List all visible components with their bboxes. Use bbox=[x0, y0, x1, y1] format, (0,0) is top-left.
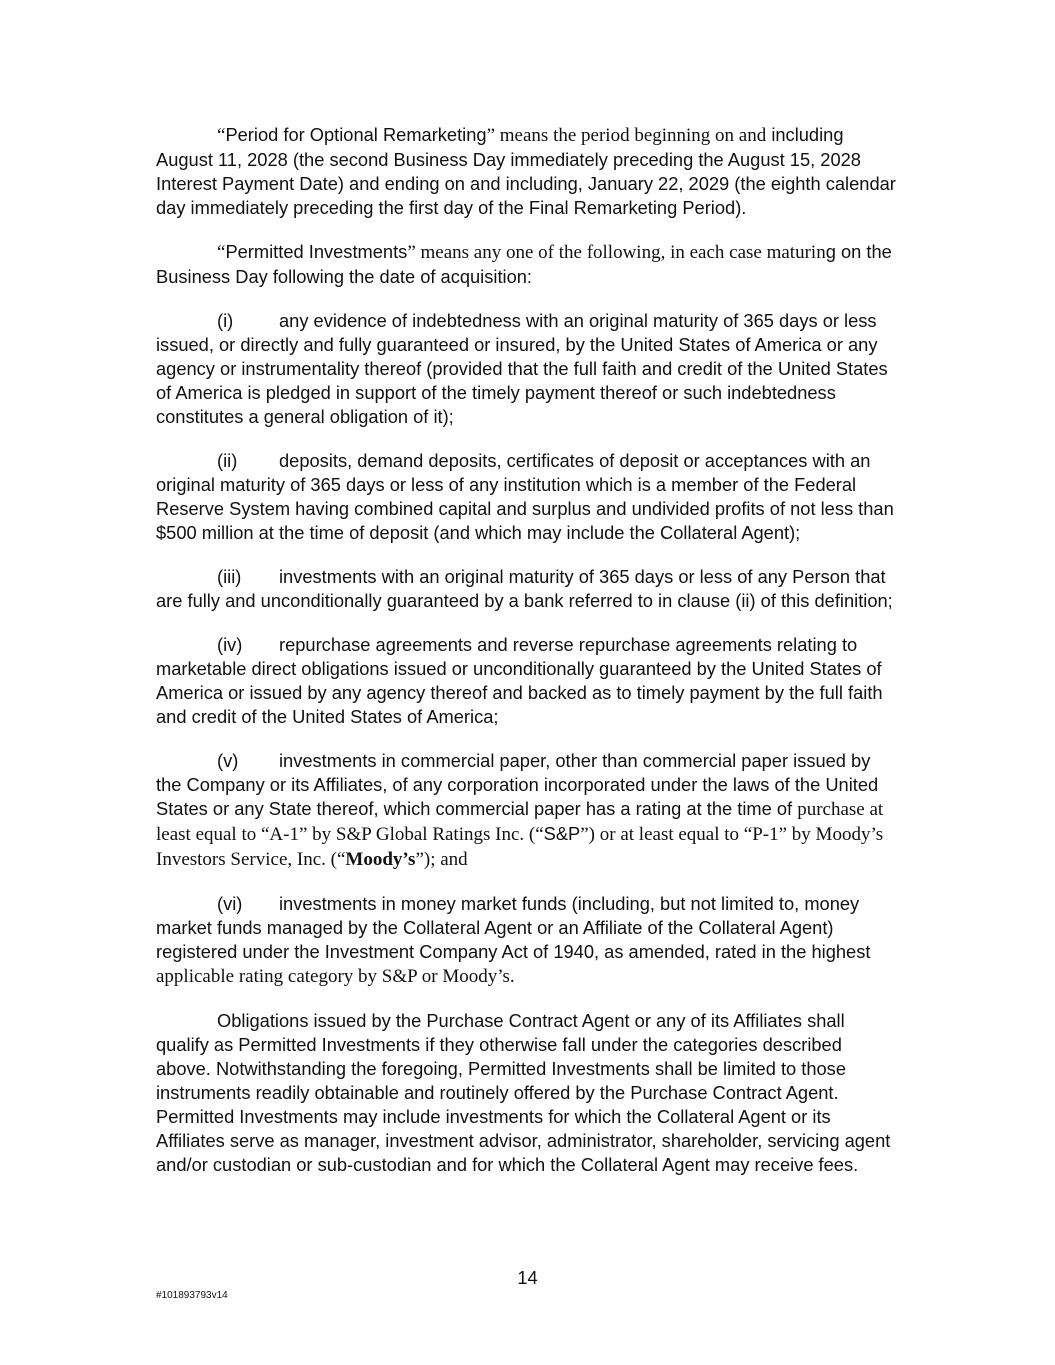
clause-number: (iii) bbox=[217, 566, 242, 587]
sp-term: S&P bbox=[543, 823, 581, 844]
clause-iv bbox=[156, 633, 900, 729]
clause-number: (iv) bbox=[217, 634, 243, 655]
clause-text-serif: ”); and bbox=[415, 849, 468, 870]
clause-text: repurchase agreements and reverse repurchase agreements relating to marketable direct obligations issued or unconditionally guaranteed by the United States of America or issued by any agency thereof and backed as to timely payment by the full faith and credit of the United States of America; bbox=[156, 634, 883, 727]
paragraph-text: Obligations issued by the Purchase Contract Agent or any of its Affiliates shall qualify as Permitted Investments if they otherwise fall under the categories described above. Notwithstanding the foregoing, Permitted Investments shall be limited to those instruments readily obtainable and routinely offered by the Purchase Contract Agent. Permitted Investments may include investments for which the Collateral Agent or its Affiliates serve as manager, investment advisor, administrator, shareholder, servicing agent and/or custodian or sub-custodian and for which the Collateral Agent may receive fees. bbox=[156, 1010, 891, 1175]
defined-term: Period for Optional Remarketing bbox=[225, 124, 487, 145]
obligations-paragraph bbox=[156, 1009, 900, 1177]
clause-iii bbox=[156, 565, 900, 613]
clause-number: (i) bbox=[217, 310, 234, 331]
definition-text: g on the Business Day following the date of acquisition: bbox=[156, 241, 892, 287]
means-text: ” means any one of the following, in each case maturin bbox=[407, 242, 826, 263]
clause-text: investments in money market funds (including, but not limited to, money market funds managed by the Collateral Agent or an Affiliate of the Collateral Agent) registered under the Investment Company Act of 1940, as amended, rated in the highest bbox=[156, 893, 871, 962]
clause-number: (v) bbox=[217, 750, 239, 771]
definition-period-for-optional-remarketing bbox=[156, 123, 900, 220]
clause-i bbox=[156, 309, 900, 429]
definition-text: including August 11, 2028 (the second Business Day immediately preceding the August 15, 2028 Interest Payment Date) and ending on and including, January 22, 2029 (the eighth calendar day immediately preceding the first day of the Final Remarketing Period). bbox=[156, 124, 896, 218]
clause-text: investments with an original maturity of 365 days or less of any Person that are fully and unconditionally guaranteed by a bank referred to in clause (ii) of this definition; bbox=[156, 566, 893, 611]
defined-term: Permitted Investments bbox=[225, 241, 408, 262]
clause-text-serif: applicable rating category by S&P or Moody’s. bbox=[156, 966, 515, 987]
clause-v bbox=[156, 749, 900, 872]
open-quote: “ bbox=[217, 242, 226, 263]
definition-permitted-investments bbox=[156, 240, 900, 289]
open-quote: “ bbox=[217, 125, 226, 146]
clause-number: (ii) bbox=[217, 450, 238, 471]
clause-ii bbox=[156, 449, 900, 545]
clause-text-serif: ”) or at least equal to “P-1” by Moody’s Investors Service, Inc. (“ bbox=[156, 824, 884, 870]
document-id: #101893793v14 bbox=[156, 1290, 228, 1301]
clause-text: deposits, demand deposits, certificates of deposit or acceptances with an original maturity of 365 days or less of any institution which is a member of the Federal Reserve System having combined capital and surplus and undivided profits of not less than $500 million at the time of deposit (and which may include the Collateral Agent); bbox=[156, 450, 894, 543]
clause-number: (vi) bbox=[217, 893, 243, 914]
clause-text: any evidence of indebtedness with an original maturity of 365 days or less issued, or directly and fully guaranteed or insured, by the United States of America or any agency or instrumentality thereof (provided that the full faith and credit of the United States of America is pledged in support of the timely payment thereof or such indebtedness constitutes a general obligation of it); bbox=[156, 310, 888, 427]
moodys-term: Moody’s bbox=[345, 849, 416, 870]
page-number: 14 bbox=[517, 1267, 538, 1288]
clause-text: investments in commercial paper, other than commercial paper issued by the Company or its Affiliates, of any corporation incorporated under the laws of the United States or any State thereof, which commercial paper has a rating at the time of bbox=[156, 750, 879, 819]
document-body bbox=[156, 123, 900, 1197]
means-text: ” means the period beginning on and bbox=[486, 125, 767, 146]
clause-vi bbox=[156, 892, 900, 989]
clause-text-serif: purchase at least equal to “A-1” by S&P Global Ratings Inc. (“ bbox=[156, 799, 884, 845]
